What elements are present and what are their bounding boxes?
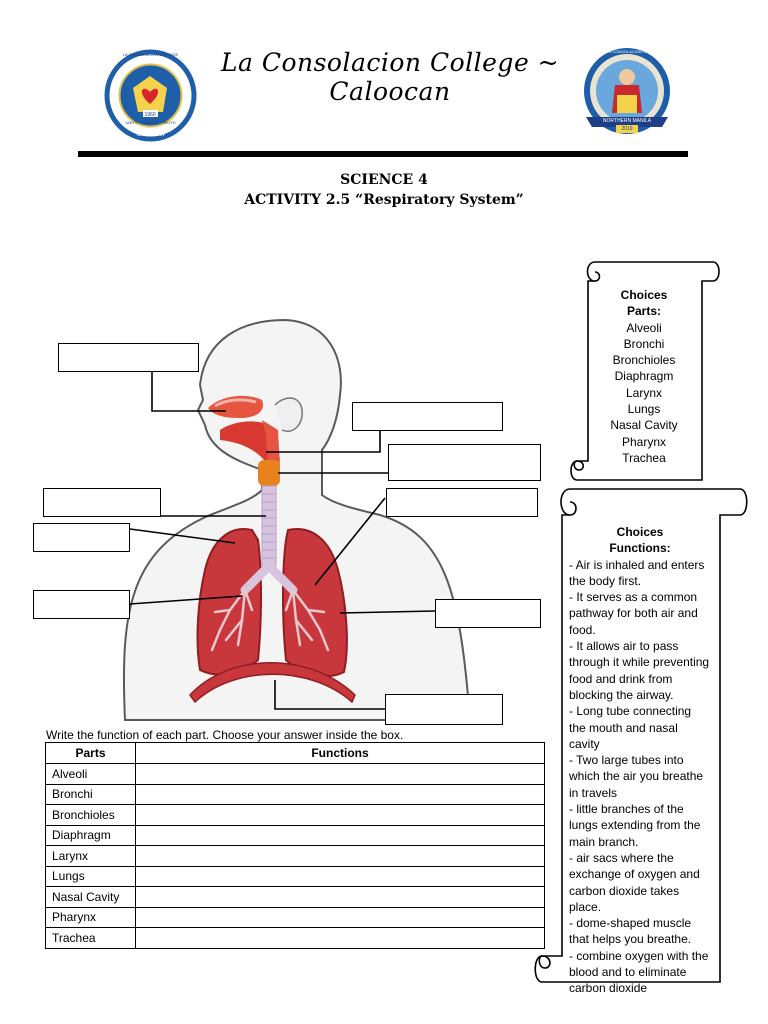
function-answer-cell[interactable]: [136, 764, 545, 785]
label-box-bronchioles[interactable]: [386, 488, 538, 517]
activity-title: ACTIVITY 2.5 “Respiratory System”: [244, 192, 524, 208]
function-choice-item: - dome-shaped muscle that helps you breathe.: [569, 916, 692, 947]
parts-choice-item: Pharynx: [621, 434, 667, 449]
function-answer-cell[interactable]: [136, 866, 545, 887]
parts-choices-heading: Choices: [620, 288, 668, 302]
label-box-bronchi[interactable]: [33, 590, 130, 619]
function-answer-cell[interactable]: [136, 846, 545, 867]
label-box-trachea[interactable]: [43, 488, 161, 517]
right-seal-year: 2019: [621, 126, 633, 132]
function-choice-item: - combine oxygen with the blood and to eliminate carbon dioxide: [569, 948, 709, 996]
part-name-cell: Nasal Cavity: [46, 887, 136, 908]
table-row: [46, 866, 545, 887]
label-box-pharynx[interactable]: [352, 402, 503, 431]
college-name: La Consolacion College ~ Caloocan: [220, 48, 560, 106]
parts-choice-item: Larynx: [625, 385, 663, 400]
function-answer-cell[interactable]: [136, 928, 545, 949]
parts-choice-item: Lungs: [627, 402, 661, 417]
table-row: [46, 846, 545, 867]
subject-title: SCIENCE 4: [340, 172, 428, 188]
function-choice-item: - Air is inhaled and enters the body first.: [569, 557, 705, 588]
larynx: [258, 460, 280, 486]
function-answer-cell[interactable]: [136, 825, 545, 846]
part-name-cell: Lungs: [46, 866, 136, 887]
functions-choices-subheading: Functions:: [609, 541, 671, 556]
left-seal-year: 1960: [144, 112, 156, 118]
function-choice-item: - little branches of the lungs extending from the main branch.: [569, 802, 701, 849]
table-row: [46, 784, 545, 805]
functions-choices-heading: Choices: [616, 525, 664, 539]
parts-choice-item: Bronchioles: [612, 353, 676, 368]
parts-choice-item: Nasal Cavity: [610, 418, 678, 433]
table-row: [46, 825, 545, 846]
parts-choice-item: Diaphragm: [614, 369, 674, 384]
part-name-cell: Diaphragm: [46, 825, 136, 846]
label-box-larynx[interactable]: [388, 444, 541, 481]
table-row: [46, 805, 545, 826]
header-divider: [78, 151, 688, 157]
part-name-cell: Bronchi: [46, 784, 136, 805]
part-name-cell: Larynx: [46, 846, 136, 867]
function-answer-cell[interactable]: [136, 784, 545, 805]
function-choice-item: - Long tube connecting the mouth and nasal cavity: [569, 704, 692, 751]
right-seal-ribbon: NORTHERN MANILA: [602, 118, 652, 124]
parts-choice-item: Bronchi: [623, 336, 665, 351]
table-row: [46, 928, 545, 949]
worksheet-instructions: Write the function of each part. Choose your answer inside the box.: [46, 728, 404, 742]
label-box-alveoli[interactable]: [435, 599, 541, 628]
part-name-cell: Trachea: [46, 928, 136, 949]
left-seal-ring-text: LA CONSOLACION COLLEGE: [122, 52, 179, 57]
function-answer-cell[interactable]: [136, 805, 545, 826]
parts-choice-item: Trachea: [622, 450, 666, 465]
left-seal-motto: UNITY · CHARITY · TRUTH: [125, 120, 176, 125]
label-box-diaphragm[interactable]: [385, 694, 503, 725]
function-answer-cell[interactable]: [136, 887, 545, 908]
function-choice-item: - It serves as a common pathway for both air and food.: [569, 590, 698, 637]
table-row: [46, 887, 545, 908]
parts-choices-list: [594, 287, 694, 466]
right-seal-ring-text: UNIFIED LA CONSOLACION COLLEGES: [589, 49, 665, 54]
table-row: [46, 764, 545, 785]
left-college-seal: [103, 48, 198, 143]
parts-choice-item: Alveoli: [626, 320, 662, 335]
part-name-cell: Alveoli: [46, 764, 136, 785]
part-name-cell: Pharynx: [46, 907, 136, 928]
label-box-lungs[interactable]: [33, 523, 130, 552]
function-choice-item: - air sacs where the exchange of oxygen and carbon dioxide takes place.: [569, 850, 700, 914]
functions-column-header: Functions: [136, 743, 545, 764]
label-box-nasal-cavity[interactable]: [58, 343, 199, 372]
parts-functions-table: [45, 742, 545, 949]
table-row: [46, 907, 545, 928]
function-choice-item: - Two large tubes into which the air you breathe in travels: [569, 753, 704, 800]
function-answer-cell[interactable]: [136, 907, 545, 928]
left-seal-city: CALOOCAN: [136, 132, 165, 138]
parts-column-header: Parts: [46, 743, 136, 764]
function-choice-item: - It allows air to pass through it while preventing food and drink from blocking the airway.: [569, 639, 710, 702]
functions-choices-list: [569, 524, 711, 997]
parts-choices-subheading: Parts:: [626, 304, 661, 319]
part-name-cell: Bronchioles: [46, 805, 136, 826]
